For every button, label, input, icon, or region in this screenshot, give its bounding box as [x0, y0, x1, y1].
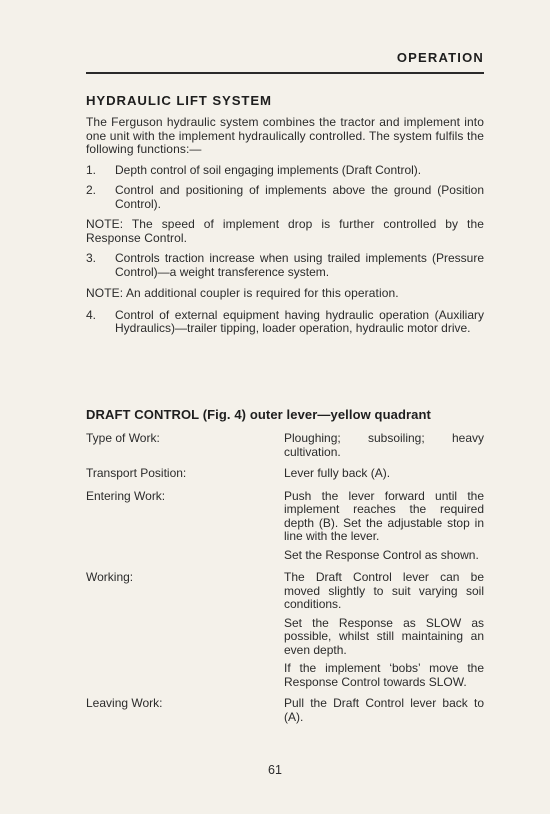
section-heading: HYDRAULIC LIFT SYSTEM [86, 93, 272, 108]
row-description [284, 432, 484, 459]
table-row [86, 697, 484, 724]
row-paragraph: Set the Response Control as shown. [284, 547, 479, 562]
note-paragraph: NOTE: An additional coupler is required for this operation. [86, 286, 399, 300]
list-item [86, 309, 484, 336]
row-label: Working: [86, 570, 134, 584]
header-rule [86, 72, 484, 74]
row-label: Entering Work: [86, 488, 166, 503]
section-header: OPERATION [396, 50, 484, 65]
row-paragraph: The Draft Control lever can be moved slightly to suit varying soil conditions. [284, 570, 484, 611]
item-text: Control and positioning of implements above the ground (Position Control). [115, 183, 484, 211]
row-paragraph: Ploughing; subsoiling; heavy cultivation. [284, 431, 484, 459]
row-label: Transport Position: [86, 466, 187, 480]
table-row [86, 432, 484, 459]
page-number: 61 [268, 763, 282, 777]
table-row [86, 571, 484, 689]
row-paragraph: Set the Response as SLOW as possible, whilst still maintaining an even depth. [284, 615, 484, 657]
section-heading: DRAFT CONTROL (Fig. 4) outer lever—yellow quadrant [86, 407, 431, 422]
row-label: Leaving Work: [86, 696, 163, 710]
row-label: Type of Work: [86, 431, 160, 445]
item-number: 2. [86, 183, 97, 197]
row-paragraph: Push the lever forward until the implement reaches the required depth (B). Set the adjustable stop in line with the lever. [284, 488, 484, 543]
item-text: Control of external equipment having hydraulic operation (Auxiliary Hydraulics)—trailer tipping, loader operation, hydraulic motor drive. [115, 307, 484, 335]
item-number: 4. [86, 307, 97, 322]
table-row [86, 490, 484, 563]
row-paragraph: Lever fully back (A). [284, 466, 391, 480]
row-description [284, 467, 484, 481]
draft-control-section [86, 407, 484, 724]
row-description [284, 697, 484, 724]
row-description [284, 490, 484, 563]
list-item [86, 184, 484, 211]
item-text: Depth control of soil engaging implements (Draft Control). [115, 162, 422, 177]
row-description [284, 571, 484, 689]
row-paragraph: If the implement ‘bobs’ move the Response Control towards SLOW. [284, 661, 484, 689]
list-item [86, 164, 484, 178]
item-text: Controls traction increase when using trailed implements (Pressure Control)—a weight transference system. [115, 251, 484, 279]
list-item [86, 252, 484, 279]
note-paragraph: NOTE: The speed of implement drop is further controlled by the Response Control. [86, 217, 484, 245]
table-row [86, 467, 484, 481]
item-number: 1. [86, 162, 97, 177]
item-number: 3. [86, 251, 97, 265]
hydraulic-lift-section [86, 93, 484, 336]
row-paragraph: Pull the Draft Control lever back to (A). [284, 696, 484, 724]
intro-paragraph: The Ferguson hydraulic system combines the tractor and implement into one unit with the implement hydraulically controlled. The system fulfils the following functions:— [86, 115, 484, 156]
